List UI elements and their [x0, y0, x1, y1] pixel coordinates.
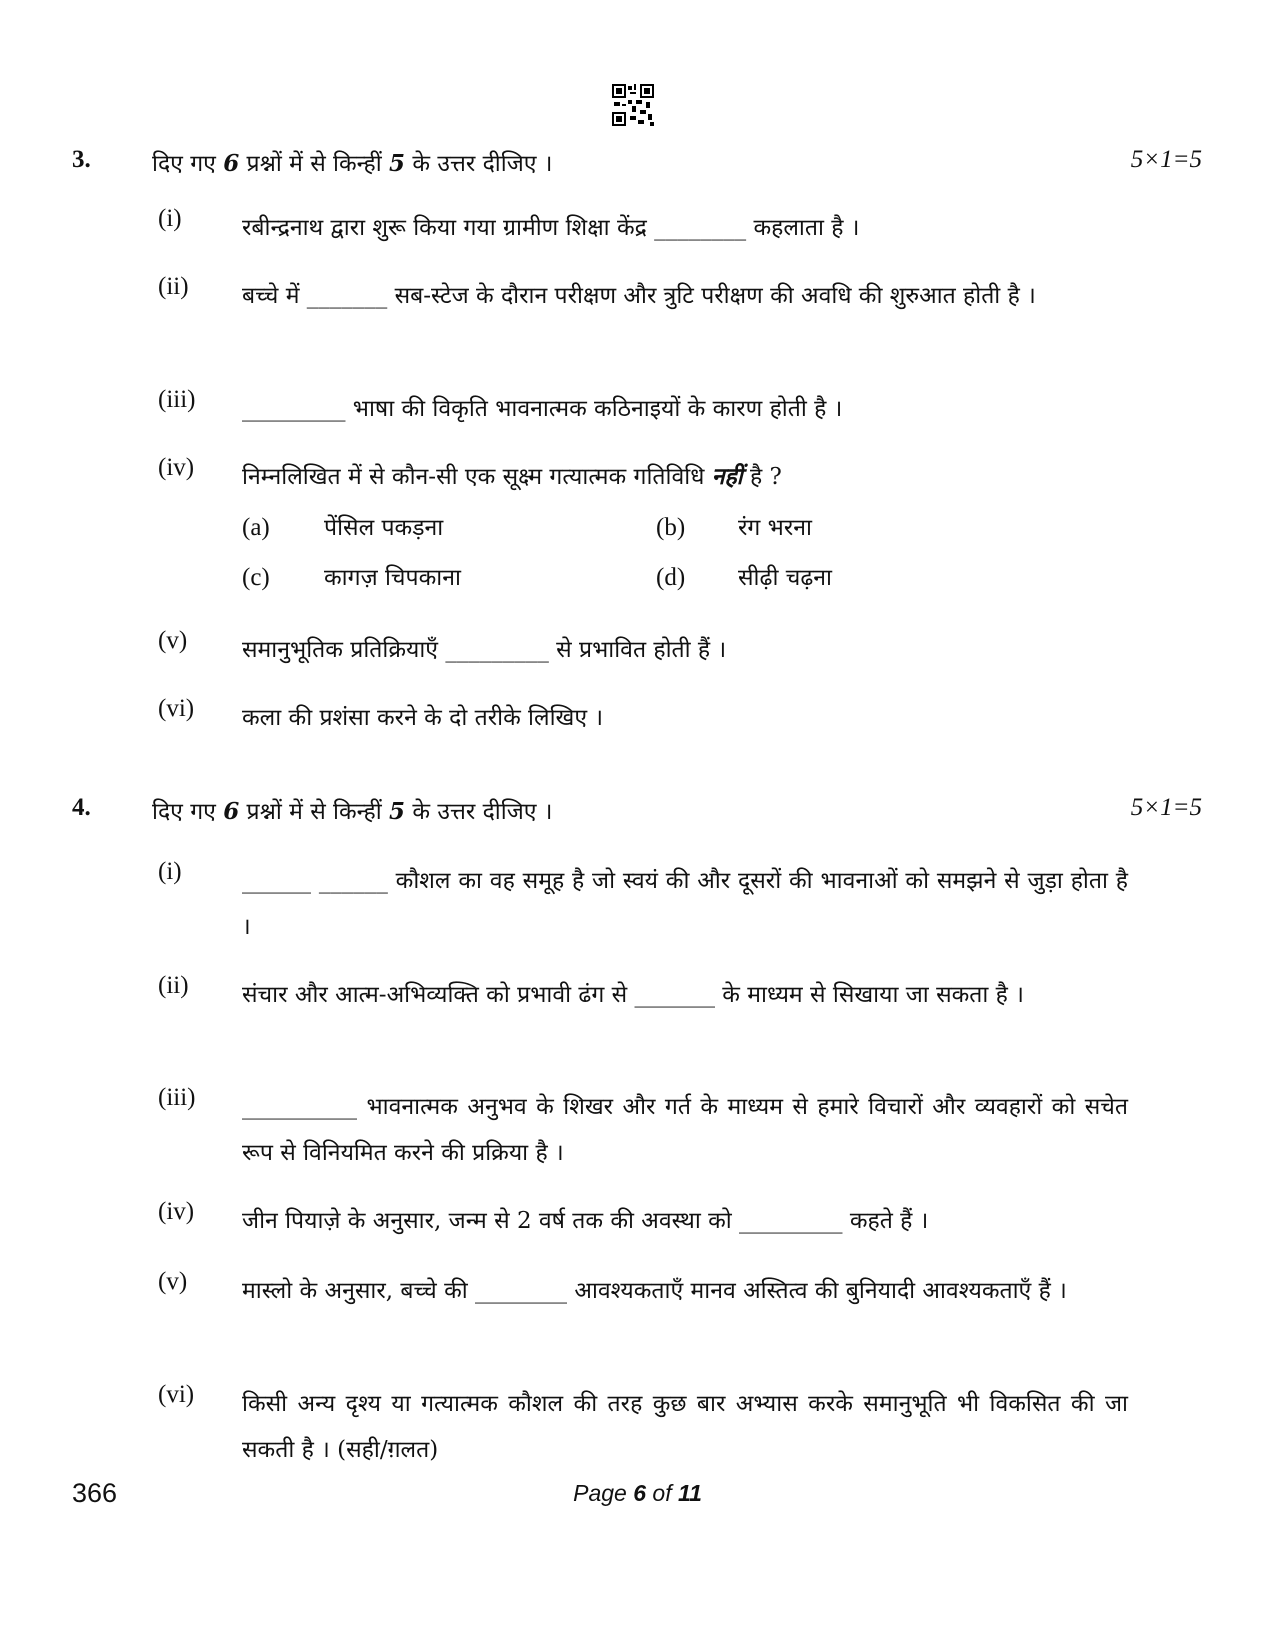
- item-numeral: (ii): [158, 273, 189, 300]
- question-instruction: दिए गए 6 प्रश्नों में से किन्हीं 5 के उत्तर दीजिए ।: [152, 150, 553, 177]
- question-number: 3.: [72, 146, 91, 173]
- question-marks: 5×1=5: [1130, 794, 1202, 821]
- item-numeral: (iii): [158, 386, 196, 413]
- question-4-item-iv: [158, 1198, 1128, 1244]
- item-numeral: (v): [158, 627, 188, 654]
- page-number: Page 6 of 11: [573, 1480, 702, 1506]
- item-text: बच्चे में _______ सब-स्टेज के दौरान परीक्षण और त्रुटि परीक्षण की अवधि की शुरुआत होती है ।: [242, 283, 1036, 309]
- question-3-item-v: [158, 627, 1128, 673]
- item-numeral: (iv): [158, 1198, 195, 1225]
- option-c: (c) कागज़ चिपकाना: [242, 564, 461, 591]
- item-text: मास्लो के अनुसार, बच्चे की ________ आवश्यकताएँ मानव अस्तित्व की बुनियादी आवश्यकताएँ हैं ।: [242, 1278, 1067, 1304]
- question-4-item-i: [158, 858, 1128, 950]
- item-numeral: (iii): [158, 1084, 196, 1111]
- emphasis-not: नहीं: [711, 463, 743, 490]
- item-numeral: (iv): [158, 454, 195, 481]
- question-4-header: [72, 794, 1202, 834]
- option-d: (d) सीढ़ी चढ़ना: [656, 564, 832, 591]
- question-3-item-iii: [158, 386, 1128, 432]
- item-numeral: (i): [158, 205, 182, 232]
- item-numeral: (vi): [158, 1381, 195, 1408]
- item-numeral: (i): [158, 858, 182, 885]
- item-numeral: (v): [158, 1268, 188, 1295]
- item-text: संचार और आत्म-अभिव्यक्ति को प्रभावी ढंग से _______ के माध्यम से सिखाया जा सकता है ।: [242, 982, 1024, 1008]
- item-text: __________ भावनात्मक अनुभव के शिखर और गर्त के माध्यम से हमारे विचारों और व्यवहारों को सचेत रूप से विनियमित करने की प्रक्रिया है ।: [242, 1094, 1128, 1166]
- item-numeral: (vi): [158, 695, 195, 722]
- item-text: समानुभूतिक प्रतिक्रियाएँ _________ से प्रभावित होती हैं ।: [242, 637, 727, 663]
- item-text: निम्नलिखित में से कौन-सी एक सूक्ष्म गत्यात्मक गतिविधि नहीं है ?: [242, 463, 782, 490]
- item-text: जीन पियाज़े के अनुसार, जन्म से 2 वर्ष तक की अवस्था को _________ कहते हैं ।: [242, 1208, 929, 1234]
- question-3-item-iv: [158, 454, 1128, 500]
- qr-code-image: [612, 84, 654, 126]
- question-3-item-i: [158, 205, 1128, 251]
- paper-code: 366: [72, 1478, 118, 1508]
- question-3-header: [72, 146, 1202, 186]
- question-4-item-vi: [158, 1381, 1128, 1473]
- question-4-item-iii: [158, 1084, 1128, 1176]
- question-3-item-ii: [158, 273, 1128, 319]
- question-marks: 5×1=5: [1130, 146, 1202, 173]
- question-3-item-vi: [158, 695, 1128, 741]
- option-a: (a) पेंसिल पकड़ना: [242, 514, 444, 541]
- item-text: _________ भाषा की विकृति भावनात्मक कठिनाइयों के कारण होती है ।: [242, 396, 843, 422]
- item-text: रबीन्द्रनाथ द्वारा शुरू किया गया ग्रामीण शिक्षा केंद्र ________ कहलाता है ।: [242, 215, 860, 241]
- question-number: 4.: [72, 794, 91, 821]
- item-text: किसी अन्य दृश्य या गत्यात्मक कौशल की तरह कुछ बार अभ्यास करके समानुभूति भी विकसित की जा सकती है । (सही/ग़लत): [242, 1391, 1128, 1463]
- option-b: (b) रंग भरना: [656, 514, 812, 541]
- item-text: कला की प्रशंसा करने के दो तरीके लिखिए ।: [242, 705, 604, 731]
- question-4-item-ii: [158, 972, 1128, 1018]
- item-text: ______ ______ कौशल का वह समूह है जो स्वयं की और दूसरों की भावनाओं को समझने से जुड़ा होता है ।: [242, 868, 1128, 940]
- question-4-item-v: [158, 1268, 1128, 1314]
- question-instruction: दिए गए 6 प्रश्नों में से किन्हीं 5 के उत्तर दीजिए ।: [152, 798, 553, 825]
- item-numeral: (ii): [158, 972, 189, 999]
